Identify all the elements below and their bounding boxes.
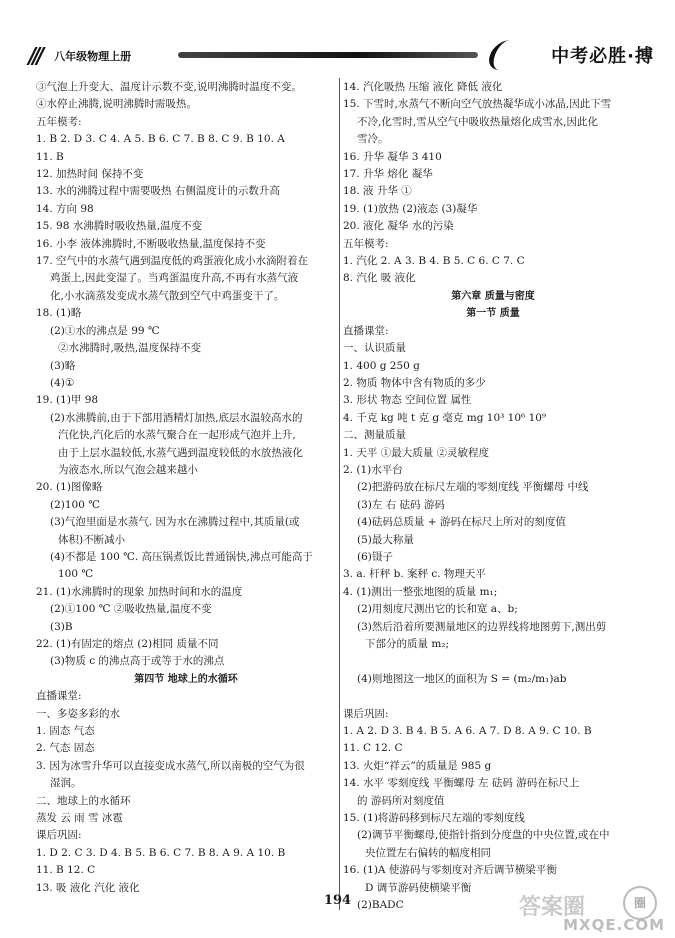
answer-line: (4)不都是 100 ℃. 高压锅煮饭比普通锅快,沸点可能高于: [50, 550, 313, 563]
answer-line: 16. 小李 液体沸腾时,不断吸收热量,温度保持不变: [36, 237, 266, 250]
answer-line: 16. 升华 凝华 3 410: [343, 150, 442, 163]
answer-line: ④水停止沸腾,说明沸腾时需吸热。: [36, 98, 197, 111]
answer-line: 湿润。: [50, 777, 82, 790]
answer-line: ②水沸腾时,吸热,温度保持不变: [58, 342, 202, 355]
answer-line: 13. 火炬“祥云”的质量是 985 g: [343, 759, 492, 772]
answer-line: 二、测量质量: [343, 429, 406, 442]
answer-line: 汽化快,汽化后的水蒸气聚合在一起形成气泡并上升,: [58, 429, 296, 442]
answer-line: 2. 气态 固态: [36, 742, 95, 755]
answer-line: 100 ℃: [58, 568, 94, 581]
answer-line: (2)把游码放在标尺左端的零刻度线 平衡螺母 中线: [357, 481, 589, 494]
answer-line: 雪冷。: [357, 133, 389, 146]
answer-line: 下部分的质量 m₂;: [365, 638, 450, 650]
right-column: [343, 79, 643, 915]
answer-line: (3)B: [50, 620, 73, 633]
answer-line: 1. B 2. D 3. C 4. A 5. B 6. C 7. B 8. C 9. B 10. A: [36, 133, 285, 146]
answer-line: (2)①水的沸点是 99 ℃: [50, 324, 160, 337]
answer-line: 17. 升华 熔化 凝华: [343, 168, 433, 181]
answer-line: (3)左 右 砝码 游码: [357, 498, 445, 511]
answer-line: 14. 汽化吸热 压缩 液化 降低 液化: [343, 81, 503, 93]
answer-line: 2. 物质 物体中含有物质的多少: [343, 376, 486, 389]
answer-line: (2)用刻度尺测出它的长和宽 a、b;: [357, 603, 518, 616]
answer-line: (5)最大称量: [357, 533, 414, 546]
header-right: [490, 38, 660, 72]
answer-line: 15. (1)将游码移到标尺左端的零刻度线: [343, 812, 525, 825]
answer-line: 15. 下雪时,水蒸气不断向空气放热凝华成小冰晶,因此下雪: [343, 98, 612, 111]
answer-line: 化,小水滴蒸发变成水蒸气散到空气中鸡蛋变干了。: [50, 289, 285, 302]
answer-line: 19. (1)甲 98: [36, 394, 99, 407]
left-column: [36, 79, 336, 897]
answer-line: 11. B: [36, 150, 64, 163]
answer-line: D 调节游码使横梁平衡: [365, 881, 472, 894]
answer-line: 课后巩固:: [36, 829, 82, 842]
answer-line: 体积)不断减小: [58, 533, 126, 546]
answer-line: 17. 空气中的水蒸气遇到温度低的鸡蛋液化成小水滴附着在: [36, 255, 309, 268]
answer-line: (4)则地图这一地区的面积为 S = (m₂/m₁)ab: [357, 672, 567, 685]
answer-line: (2)BADC: [357, 899, 404, 912]
page-header: [25, 38, 660, 72]
watermark-url: MXQE.COM: [563, 916, 665, 934]
watermark-text: 答案圈: [519, 895, 586, 920]
answer-line: (6)镊子: [357, 550, 393, 563]
answer-line: (3)物质 c 的沸点高于或等于水的沸点: [50, 655, 225, 668]
section-heading: 第四节 地球上的水循环: [134, 673, 238, 685]
answer-line: 18. 液 升华 ①: [343, 185, 412, 198]
answer-line: 4. 千克 kg 吨 t 克 g 毫克 mg 10³ 10⁶ 10⁹: [343, 411, 547, 424]
answer-line: 五年模考:: [343, 237, 389, 250]
answer-line: 2. (1)水平台: [343, 463, 403, 476]
answer-line: 18. (1)略: [36, 307, 82, 320]
book-title: 八年级物理上册: [54, 50, 132, 63]
answer-line: 蒸发 云 雨 雪 冰雹: [36, 812, 123, 825]
answer-line: [343, 653, 643, 670]
answer-line: ③气泡上升变大、温度计示数不变,说明沸腾时温度不变。: [36, 81, 302, 93]
answer-line: 11. B 12. C: [36, 864, 96, 877]
watermark-seal-icon: 圈: [623, 886, 657, 920]
answer-line: 由于上层水温较低,水蒸气遇到温度较低的水放热液化: [58, 446, 303, 459]
answer-line: 13. 吸 液化 汽化 液化: [36, 881, 140, 894]
answer-line: 为液态水,所以气泡会越来越小: [58, 463, 198, 476]
answer-line: 二、地球上的水循环: [36, 794, 131, 807]
answer-line: 21. (1)水沸腾时的现象 加热时间和水的温度: [36, 585, 243, 598]
brand-logo: 中考必胜·搏: [551, 46, 654, 67]
answer-line: 19. (1)放热 (2)液态 (3)凝华: [343, 202, 478, 215]
answer-line: 央位置左右偏转的幅度相同: [365, 846, 491, 859]
answer-line: 的 游码所对刻度值: [357, 794, 445, 807]
answer-line: 3. 形状 物态 空间位置 属性: [343, 394, 472, 407]
answer-line: (4)①: [50, 376, 75, 389]
answer-line: (4)砝码总质量 + 游码在标尺上所对的刻度值: [357, 516, 566, 529]
answer-line: (2)水沸腾前,由于下部用酒精灯加热,底层水温较高水的: [50, 411, 303, 424]
answer-line: 1. A 2. D 3. B 4. B 5. A 6. A 7. D 8. A 9. C 10. B: [343, 725, 592, 738]
answer-line: 15. 98 水沸腾时吸收热量,温度不变: [36, 220, 203, 233]
page-number: 194: [323, 893, 352, 908]
answer-line: 课后巩固:: [343, 707, 389, 720]
answer-line: 20. 液化 凝华 水的污染: [343, 220, 454, 233]
section-heading: 第一节 质量: [466, 308, 520, 320]
answer-line: 13. 水的沸腾过程中需要吸热 右侧温度计的示数升高: [36, 185, 280, 198]
column-divider: [339, 78, 340, 910]
answer-line: (3)气泡里面是水蒸气. 因为水在沸腾过程中,其质量(或: [50, 516, 300, 529]
answer-line: 鸡蛋上,因此变湿了。当鸡蛋温度升高,不再有水蒸气液: [50, 272, 299, 285]
answer-line: 1. 天平 ①最大质量 ②灵敏程度: [343, 446, 490, 459]
answer-line: 直播课堂:: [36, 690, 82, 703]
answer-line: 1. 400 g 250 g: [343, 359, 420, 372]
answer-line: (3)然后沿着所要测量地区的边界线将地图剪下,测出剪: [357, 620, 607, 633]
answer-line: 4. (1)测出一整张地图的质量 m₁;: [343, 585, 498, 598]
watermark: [515, 886, 665, 934]
answer-line: (2)①100 ℃ ②吸收热量,温度不变: [50, 603, 212, 616]
answer-line: 3. a. 杆秤 b. 案秤 c. 物理天平: [343, 568, 486, 581]
answer-line: 五年模考:: [36, 115, 82, 128]
answer-line: (2)调节平衡螺母,使指针指到分度盘的中央位置,或在中: [357, 829, 610, 842]
section-heading: 第六章 质量与密度: [451, 290, 535, 302]
answer-line: 11. C 12. C: [343, 742, 403, 755]
answer-line: 12. 加热时间 保持不变: [36, 168, 144, 181]
answer-line: (3)略: [50, 359, 76, 372]
answer-line: 14. 方向 98: [36, 202, 94, 215]
answer-line: 1. 固态 气态: [36, 725, 95, 738]
answer-line: 直播课堂:: [343, 324, 389, 337]
answer-line: [343, 688, 643, 705]
answer-line: 14. 水平 零刻度线 平衡螺母 左 砝码 游码在标尺上: [343, 777, 580, 790]
slash-decoration-icon: ///: [25, 43, 43, 69]
answer-line: 16. (1)A 使游码与零刻度对齐后调节横梁平衡: [343, 864, 557, 877]
answer-line: 一、认识质量: [343, 342, 406, 355]
swoosh-icon: [485, 40, 561, 70]
answer-line: 8. 汽化 吸 液化: [343, 272, 416, 285]
answer-line: 3. 因为冰雪升华可以直接变成水蒸气,所以南极的空气为很: [36, 759, 305, 772]
answer-line: (2)100 ℃: [50, 498, 100, 511]
answer-line: 20. (1)图像略: [36, 481, 103, 494]
answer-line: 不冷,化雪时,雪从空气中吸收热量熔化成雪水,因此化: [357, 115, 599, 128]
header-bar: [178, 52, 478, 58]
answer-line: 1. D 2. C 3. D 4. B 5. B 6. C 7. B 8. A 9. A 10. B: [36, 846, 286, 859]
answer-line: 1. 汽化 2. A 3. B 4. B 5. C 6. C 7. C: [343, 255, 525, 268]
answer-line: 一、多姿多彩的水: [36, 707, 120, 720]
answer-line: 22. (1)有固定的熔点 (2)相同 质量不同: [36, 638, 219, 650]
